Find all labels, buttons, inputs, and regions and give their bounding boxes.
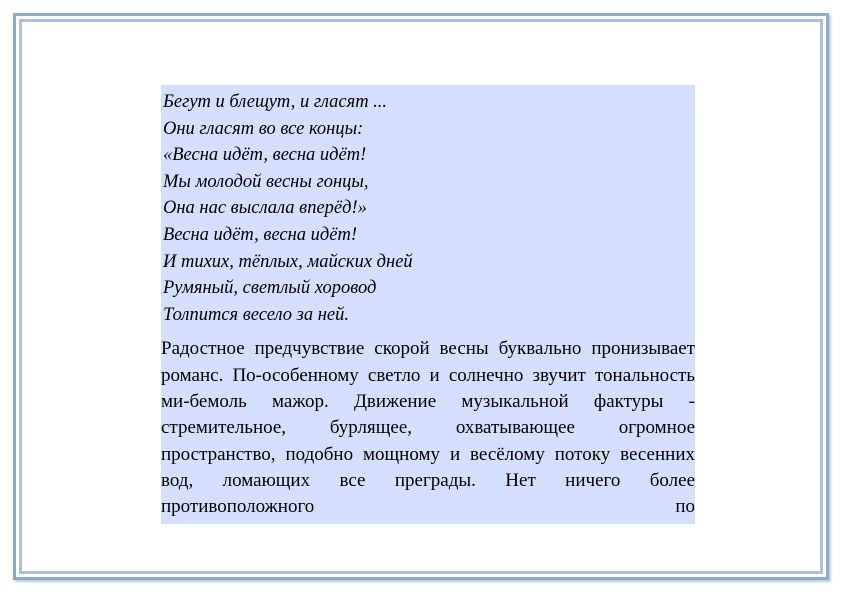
poem-line: Весна идёт, весна идёт! (163, 224, 358, 245)
poem-line: Бегут и блещут, и гласят ... (163, 92, 388, 112)
poem-line: Мы молодой весны гонцы, (163, 171, 369, 192)
poem-line: Толпится весело за ней. (163, 304, 350, 325)
poem-line: Они гласят во все концы: (163, 118, 364, 139)
poem-line: И тихих, тёплых, майских дней (163, 251, 413, 272)
highlighted-text-block (161, 85, 695, 524)
poem-line: Румяный, светлый хоровод (163, 278, 377, 299)
poem-stanza (161, 85, 695, 328)
commentary-paragraph: Радостное предчувствие скорой весны буквально пронизывает романс. По-особенному светло и солнечно звучит тональность ми-бемоль мажор. Движение музыкальной фактуры - стремительное, бурлящее, охватывающее огромное пространство, подобно мощному и весёлому потоку весенних вод, ломающих все преграды. Нет ничего более противоположного по (161, 338, 695, 518)
poem-line: «Весна идёт, весна идёт! (163, 145, 367, 166)
poem-line: Она нас выслала вперёд!» (163, 198, 367, 219)
